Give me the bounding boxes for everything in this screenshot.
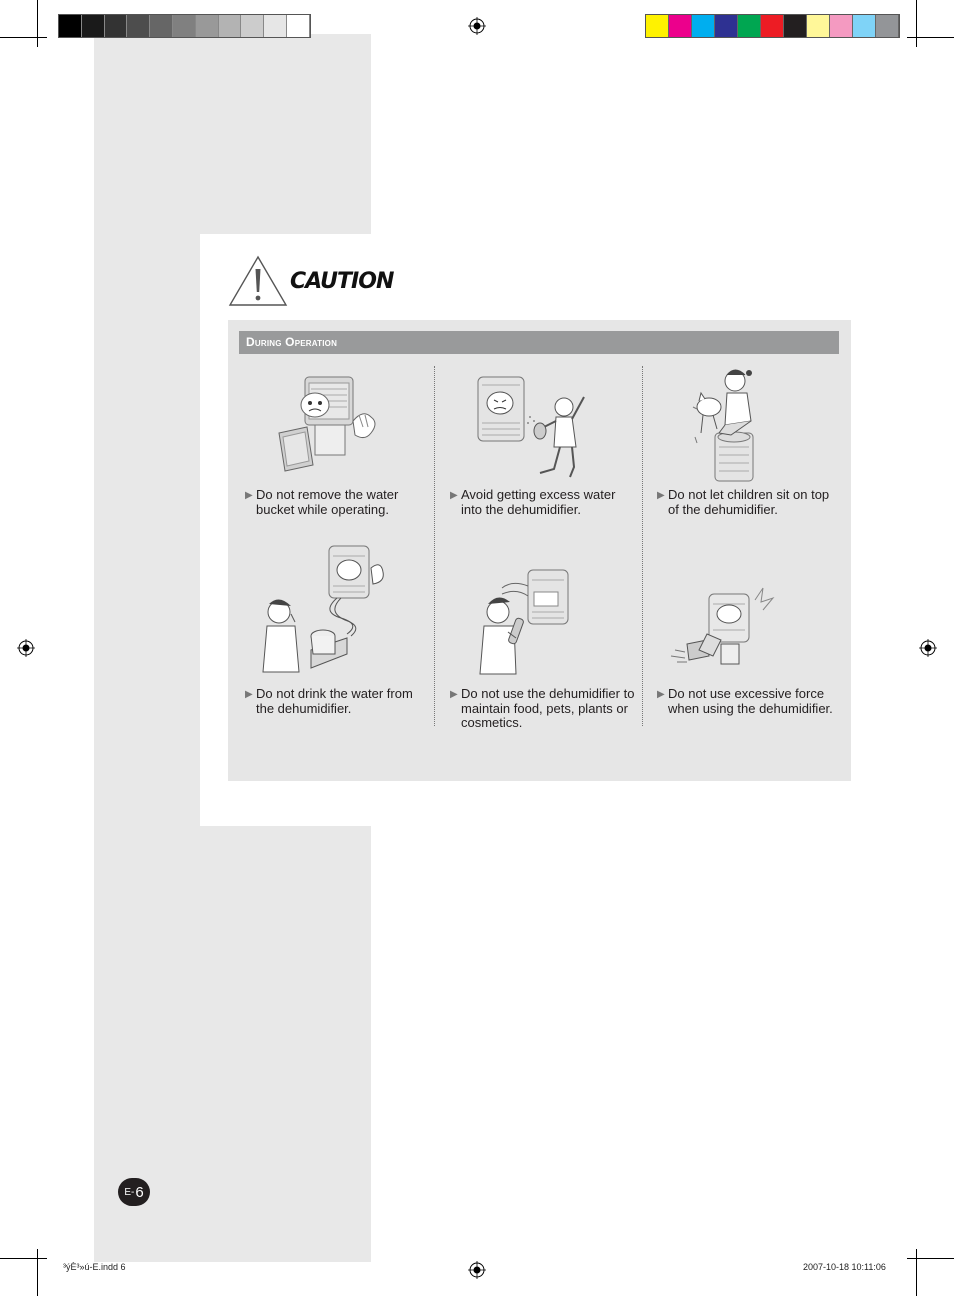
item-text: Do not let children sit on top of the dehumidifier. <box>668 487 830 517</box>
gray-swatch <box>196 15 219 37</box>
item-text: Do not drink the water from the dehumidifier. <box>256 686 413 716</box>
child-spraying-water-illustration <box>474 373 604 483</box>
gray-swatch <box>264 15 287 37</box>
color-swatch <box>853 15 876 37</box>
caution-heading <box>228 254 393 308</box>
gray-swatch <box>241 15 264 37</box>
page-band-middle <box>94 234 200 826</box>
bullet-arrow-icon: ▶ <box>657 689 665 700</box>
gray-swatch <box>82 15 105 37</box>
color-swatch <box>761 15 784 37</box>
gray-swatch <box>59 15 82 37</box>
column-divider <box>642 366 643 726</box>
gray-swatch <box>150 15 173 37</box>
page-number-badge <box>118 1178 150 1206</box>
item-text: Avoid getting excess water into the dehumidifier. <box>461 487 616 517</box>
bullet-arrow-icon: ▶ <box>450 490 458 501</box>
warning-triangle-icon <box>228 254 290 308</box>
color-swatch <box>715 15 738 37</box>
page-band-top <box>94 34 371 234</box>
color-swatch <box>830 15 853 37</box>
color-swatch <box>669 15 692 37</box>
gray-swatch <box>105 15 128 37</box>
gray-swatch <box>287 15 310 37</box>
gray-swatch <box>127 15 150 37</box>
color-swatch <box>876 15 899 37</box>
gray-swatch <box>173 15 196 37</box>
color-swatch <box>807 15 830 37</box>
page-number: 6 <box>135 1183 144 1201</box>
grayscale-calibration-bar <box>58 14 311 38</box>
column-divider <box>434 366 435 726</box>
registration-mark-icon <box>919 639 937 657</box>
item-text: Do not remove the water bucket while operating. <box>256 487 399 517</box>
gray-swatch <box>219 15 242 37</box>
footer-filename: ³ýÈ³»ú-E.indd 6 <box>63 1262 126 1272</box>
color-swatch <box>784 15 807 37</box>
registration-mark-icon <box>468 17 486 35</box>
footer-timestamp: 2007-10-18 10:11:06 <box>803 1262 886 1272</box>
registration-mark-icon <box>17 639 35 657</box>
bullet-arrow-icon: ▶ <box>245 490 253 501</box>
bucket-removal-illustration <box>275 369 385 477</box>
caution-title: CAUTION <box>290 268 394 294</box>
color-swatch <box>692 15 715 37</box>
item-text: Do not use excessive force when using the dehumidifier. <box>668 686 833 716</box>
excessive-force-illustration <box>663 580 787 674</box>
color-swatch <box>738 15 761 37</box>
color-calibration-bar <box>645 14 900 38</box>
cosmetics-illustration <box>472 568 596 676</box>
drinking-water-illustration <box>251 542 391 678</box>
bullet-arrow-icon: ▶ <box>245 689 253 700</box>
section-header: During Operation <box>239 331 839 354</box>
child-sitting-on-top-illustration <box>691 367 801 483</box>
color-swatch <box>646 15 669 37</box>
item-text: Do not use the dehumidifier to maintain food, pets, plants or cosmetics. <box>461 686 635 730</box>
page-prefix: E- <box>124 1186 135 1198</box>
registration-mark-icon <box>468 1261 486 1279</box>
bullet-arrow-icon: ▶ <box>657 490 665 501</box>
bullet-arrow-icon: ▶ <box>450 689 458 700</box>
